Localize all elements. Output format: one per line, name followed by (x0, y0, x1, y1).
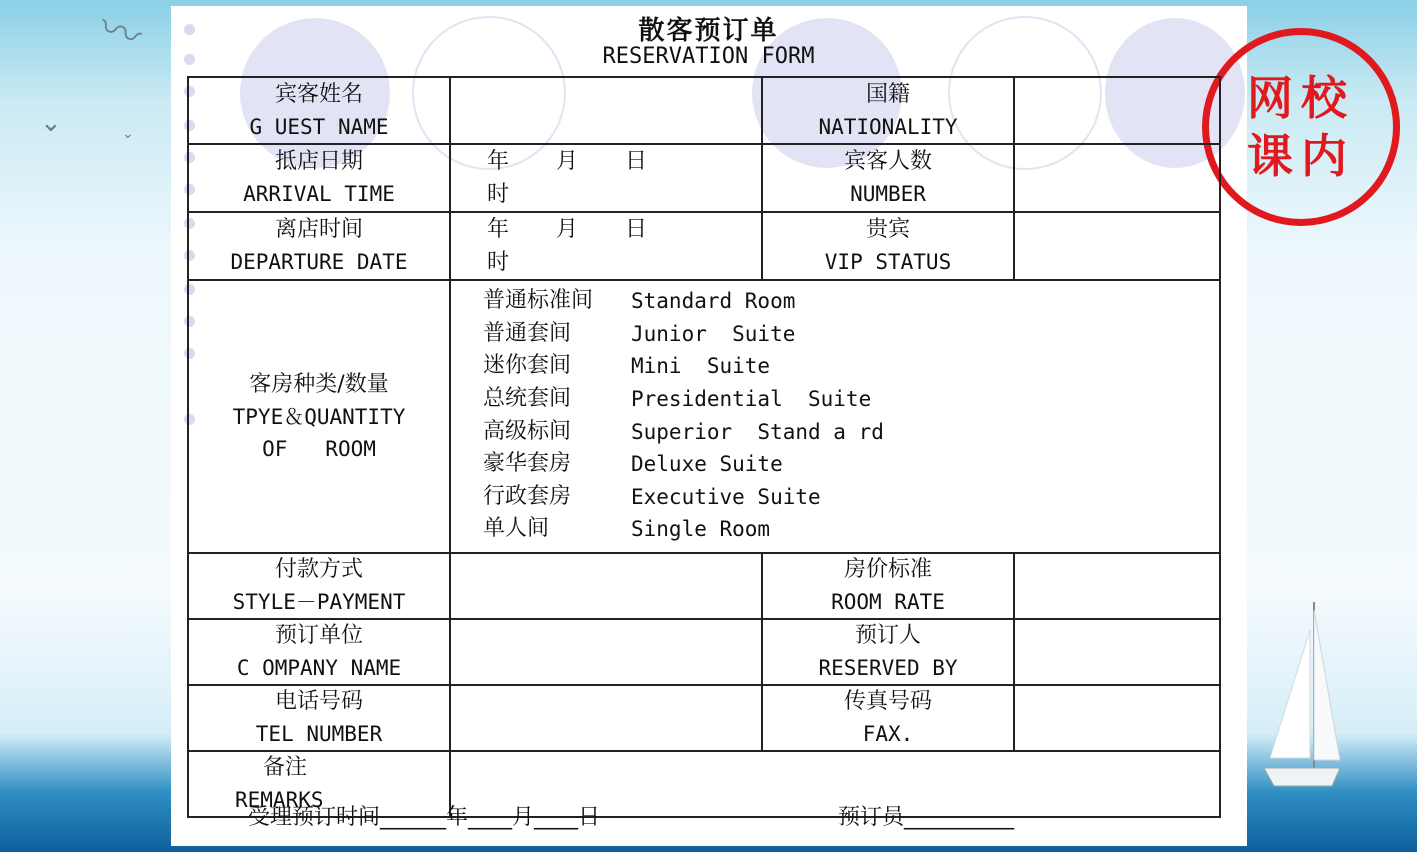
room-type-options (450, 280, 1220, 553)
label-en: TPYE＆QUANTITY (232, 404, 406, 429)
guest-name-field[interactable] (450, 77, 762, 144)
room-option[interactable] (483, 481, 1219, 514)
label-en: G UEST NAME (249, 114, 389, 139)
payment-style-label (188, 553, 450, 619)
room-option-en: Presidential Suite (631, 387, 872, 412)
label-cn: 抵店日期 (274, 149, 363, 174)
room-option[interactable] (483, 415, 1219, 448)
table-row (188, 685, 1220, 751)
room-rate-label (762, 553, 1014, 619)
room-option-en: Junior Suite (631, 321, 796, 346)
label-cn: 房价标准 (843, 557, 932, 582)
stamp-line: 网校 (1247, 71, 1355, 125)
room-option[interactable] (483, 318, 1219, 351)
nationality-label (762, 77, 1014, 144)
label-cn: 预订人 (854, 623, 921, 648)
room-option[interactable] (483, 350, 1219, 383)
nationality-field[interactable] (1014, 77, 1220, 144)
vip-status-field[interactable] (1014, 212, 1220, 280)
stamp-line: 课内 (1247, 129, 1355, 183)
room-option-cn: 普通套间 (483, 320, 572, 346)
room-option-cn: 行政套房 (483, 483, 572, 509)
room-option-en: Single Room (631, 517, 771, 542)
table-row (188, 144, 1220, 212)
label-cn: 宾客姓名 (274, 81, 363, 107)
room-option-en: Executive Suite (631, 484, 821, 509)
tel-number-label (188, 685, 450, 751)
arrival-time-label (188, 144, 450, 212)
sailboat-icon (1262, 600, 1342, 800)
seagull-icon: ⌄ (40, 108, 62, 138)
room-option-cn: 高级标间 (483, 418, 572, 444)
room-option-en: Mini Suite (631, 354, 771, 379)
label-en: C OMPANY NAME (236, 656, 402, 680)
room-type-label (188, 280, 450, 553)
company-name-field[interactable] (450, 619, 762, 685)
label-en: ARRIVAL TIME (243, 182, 395, 206)
room-option[interactable] (483, 383, 1219, 416)
room-option-cn: 迷你套间 (483, 353, 572, 379)
accept-time-line: 受理预订时间______年____月____日 (248, 805, 601, 830)
table-row (188, 553, 1220, 619)
reserved-by-label (762, 619, 1014, 685)
label-cn: 客房种类/数量 (249, 371, 389, 397)
room-option-cn: 豪华套房 (483, 451, 572, 477)
date-unit-day: 日 (625, 217, 648, 242)
room-option-cn: 单人间 (483, 516, 550, 542)
room-option-en: Standard Room (631, 289, 796, 314)
date-unit-hour: 时 (487, 250, 510, 275)
form-title-en: RESERVATION FORM (602, 44, 815, 69)
guest-name-label (188, 77, 450, 144)
label-cn: 电话号码 (274, 689, 363, 714)
table-row (188, 212, 1220, 280)
arrival-date-field[interactable] (450, 144, 762, 212)
seagull-icon: 〰 (92, 2, 149, 63)
label-en: OF ROOM (262, 436, 376, 461)
date-unit-hour: 时 (487, 182, 510, 207)
company-name-label (188, 619, 450, 685)
label-en: STYLE－PAYMENT (232, 590, 406, 614)
room-option[interactable] (483, 513, 1219, 546)
fax-field[interactable] (1014, 685, 1220, 751)
reservation-clerk-line: 预订员__________ (838, 805, 1015, 830)
table-row (188, 619, 1220, 685)
date-unit-month: 月 (556, 149, 579, 174)
label-en: ROOM RATE (831, 590, 945, 614)
label-cn: 预订单位 (274, 623, 363, 648)
table-row (188, 280, 1220, 553)
label-en: NATIONALITY (818, 114, 958, 139)
room-option-en: Superior Stand a rd (631, 419, 884, 444)
date-unit-month: 月 (556, 217, 579, 242)
form-title-cn: 散客预订单 (638, 16, 779, 46)
room-option-en: Deluxe Suite (631, 452, 783, 477)
label-en: FAX. (862, 722, 914, 746)
payment-style-field[interactable] (450, 553, 762, 619)
departure-date-label (188, 212, 450, 280)
label-cn: 宾客人数 (843, 149, 932, 174)
room-option-cn: 普通标准间 (483, 288, 594, 314)
room-option[interactable] (483, 448, 1219, 481)
room-option[interactable] (483, 285, 1219, 318)
label-cn: 离店时间 (274, 217, 363, 242)
vip-status-label (762, 212, 1014, 280)
departure-date-field[interactable] (450, 212, 762, 280)
label-cn: 付款方式 (274, 557, 363, 582)
guest-number-label (762, 144, 1014, 212)
seagull-icon: ⌄ (122, 126, 134, 142)
label-cn: 备注 (263, 755, 308, 780)
label-cn: 国籍 (865, 81, 910, 107)
label-en: RESERVED BY (818, 656, 958, 680)
room-rate-field[interactable] (1014, 553, 1220, 619)
reservation-form-table (187, 76, 1221, 818)
label-en: REMARKS (235, 788, 324, 812)
label-en: VIP STATUS (824, 250, 952, 274)
fax-label (762, 685, 1014, 751)
table-row (188, 77, 1220, 144)
label-cn: 传真号码 (843, 689, 932, 714)
guest-number-field[interactable] (1014, 144, 1220, 212)
label-en: NUMBER (850, 182, 926, 206)
label-en: TEL NUMBER (255, 722, 383, 746)
date-unit-day: 日 (625, 149, 648, 174)
label-cn: 贵宾 (865, 217, 910, 242)
room-option-cn: 总统套间 (483, 386, 572, 412)
label-en: DEPARTURE DATE (230, 250, 408, 274)
date-unit-year: 年 (487, 149, 510, 174)
reserved-by-field[interactable] (1014, 619, 1220, 685)
tel-number-field[interactable] (450, 685, 762, 751)
date-unit-year: 年 (487, 217, 510, 242)
